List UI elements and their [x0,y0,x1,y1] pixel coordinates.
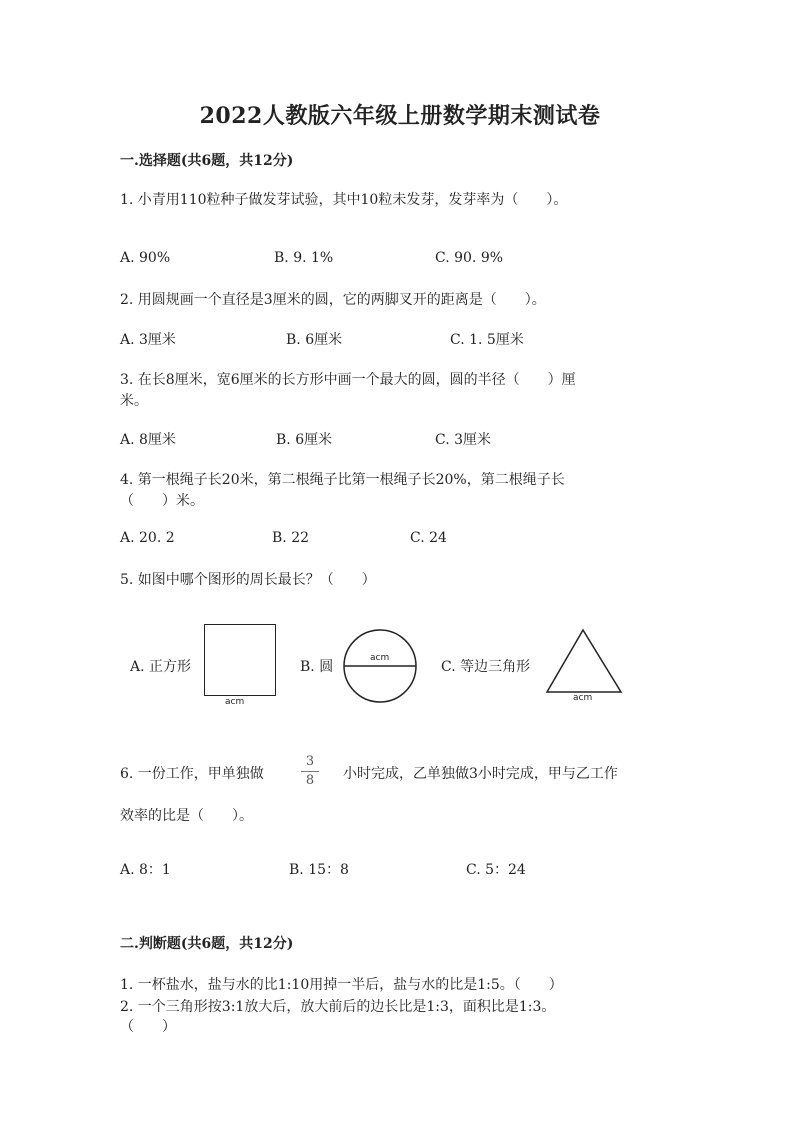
figure-a-label: A. 正方形 [130,659,192,675]
question-5-text: 5. 如图中哪个图形的周长最长？（ ） [120,572,376,588]
q4-option-a: A. 20. 2 [120,530,175,546]
question-6-line2: 效率的比是（ ）。 [120,808,253,824]
fraction-numerator: 3 [305,754,315,769]
square-figure [204,624,276,696]
section-heading-judgement: 二.判断题(共6题，共12分) [120,936,294,952]
question-1-text: 1. 小青用110粒种子做发芽试验，其中10粒未发芽，发芽率为（ ）。 [120,192,568,208]
judgement-question-1: 1. 一杯盐水，盐与水的比1:10用掉一半后，盐与水的比是1:5。（ ） [120,977,563,993]
question-3-line1: 3. 在长8厘米，宽6厘米的长方形中画一个最大的圆，圆的半径（ ）厘 [120,372,576,388]
q2-option-b: B. 6厘米 [286,332,343,348]
figure-c-label: C. 等边三角形 [441,659,531,675]
q3-option-a: A. 8厘米 [120,432,176,448]
judgement-question-2-line2: （ ） [120,1019,176,1035]
page-title: 2022人教版六年级上册数学期末测试卷 [199,103,601,129]
q4-option-b: B. 22 [272,530,310,546]
circle-unit-label: acm [370,653,390,663]
q2-option-c: C. 1. 5厘米 [450,332,524,348]
section-heading-choice: 一.选择题(共6题，共12分) [120,153,294,169]
q6-option-a: A. 8：1 [120,862,171,878]
q6-option-c: C. 5：24 [466,862,526,878]
question-4-line2: （ ）米。 [120,493,204,509]
q1-option-a: A. 90% [120,250,171,266]
q3-option-b: B. 6厘米 [276,432,333,448]
q4-option-c: C. 24 [410,530,447,546]
fraction-denominator: 8 [305,773,315,788]
q1-option-b: B. 9. 1% [274,250,334,266]
question-6-text-before: 6. 一份工作，甲单独做 [120,766,264,782]
question-2-text: 2. 用圆规画一个直径是3厘米的圆，它的两脚叉开的距离是（ ）。 [120,292,546,308]
q6-option-b: B. 15：8 [289,862,349,878]
question-6-text-after: 小时完成，乙单独做3小时完成，甲与乙工作 [343,766,618,782]
question-4-line1: 4. 第一根绳子长20米，第二根绳子比第一根绳子长20%，第二根绳子长 [120,472,565,488]
q1-option-c: C. 90. 9% [435,250,504,266]
circle-figure [342,628,418,704]
fraction-3-8 [298,754,322,789]
figure-b-label: B. 圆 [300,659,334,675]
square-unit-label: acm [225,697,245,707]
triangle-figure [545,628,625,694]
q2-option-a: A. 3厘米 [120,332,176,348]
q3-option-c: C. 3厘米 [435,432,492,448]
judgement-question-2-line1: 2. 一个三角形按3:1放大后，放大前后的边长比是1:3，面积比是1:3。 [120,999,556,1015]
triangle-unit-label: acm [573,693,593,703]
question-3-line2: 米。 [120,393,148,409]
